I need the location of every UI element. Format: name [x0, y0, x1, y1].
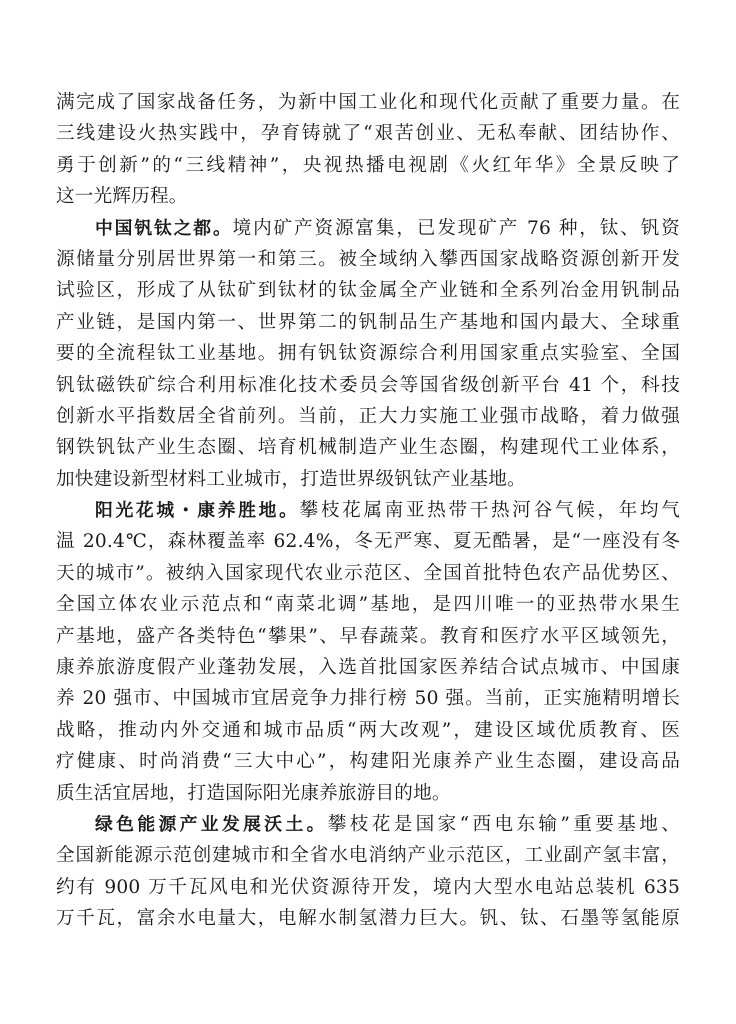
text-line-body: 攀枝花是国家“西电东输”重要基地、 [327, 813, 680, 835]
text-line [56, 809, 680, 840]
text-line: 这一光辉历程。 [56, 186, 188, 208]
text-line: 试验区，形成了从钛矿到钛材的钛金属全产业链和全系列冶金用钒制品 [56, 280, 680, 302]
paragraph-vanadium-titanium-capital [56, 213, 680, 496]
text-line [56, 213, 680, 244]
text-line-body: 攀枝花属南亚热带干热河谷气候，年均气 [299, 500, 680, 522]
paragraph-three-line-spirit [56, 87, 680, 213]
text-line: 康养旅游度假产业蓬勃发展，入选首批国家医养结合试点城市、中国康 [56, 657, 680, 679]
text-line: 质生活宜居地，打造国际阳光康养旅游目的地。 [56, 782, 451, 804]
paragraph-green-energy [56, 809, 680, 935]
text-line: 三线建设火热实践中，孕育铸就了“艰苦创业、无私奉献、团结协作、 [56, 123, 680, 145]
text-line: 温 20.4℃，森林覆盖率 62.4%，冬无严寒、夏无酷暑，是“一座没有冬 [56, 531, 680, 553]
text-line: 战略，推动内外交通和城市品质“两大改观”，建设区域优质教育、医 [56, 719, 680, 741]
text-line: 疗健康、时尚消费“三大中心”，构建阳光康养产业生态圈，建设高品 [56, 751, 680, 773]
section-heading: 阳光花城・康养胜地。 [95, 500, 300, 522]
section-heading: 中国钒钛之都。 [95, 217, 233, 239]
text-line: 源储量分别居世界第一和第三。被全域纳入攀西国家战略资源创新开发 [56, 248, 680, 270]
text-line: 全国立体农业示范点和“南菜北调”基地，是四川唯一的亚热带水果生 [56, 594, 680, 616]
document-page [56, 87, 680, 935]
text-line: 加快建设新型材料工业城市，打造世界级钒钛产业基地。 [56, 468, 526, 490]
text-line: 全国新能源示范创建城市和全省水电消纳产业示范区，工业副产氢丰富， [56, 845, 680, 867]
text-line: 勇于创新”的“三线精神”，央视热播电视剧《火红年华》全景反映了 [56, 154, 680, 176]
text-line: 养 20 强市、中国城市宜居竞争力排行榜 50 强。当前，正实施精明增长 [56, 688, 680, 710]
text-line: 创新水平指数居全省前列。当前，正大力实施工业强市战略，着力做强 [56, 405, 680, 427]
text-line: 约有 900 万千瓦风电和光伏资源待开发，境内大型水电站总装机 635 [56, 876, 680, 898]
text-line: 要的全流程钛工业基地。拥有钒钛资源综合利用国家重点实验室、全国 [56, 343, 680, 365]
text-line: 满完成了国家战备任务，为新中国工业化和现代化贡献了重要力量。在 [56, 92, 680, 113]
text-line [56, 495, 680, 526]
text-line: 产基地，盛产各类特色“攀果”、早春蔬菜。教育和医疗水平区域领先， [56, 625, 680, 647]
text-line: 产业链，是国内第一、世界第二的钒制品生产基地和国内最大、全球重 [56, 311, 680, 333]
text-line-body: 境内矿产资源富集，已发现矿产 76 种，钛、钒资 [232, 217, 680, 239]
paragraph-sunshine-flower-city [56, 495, 680, 809]
text-line: 钒钛磁铁矿综合利用标准化技术委员会等国省级创新平台 41 个，科技 [56, 374, 680, 396]
text-line: 天的城市”。被纳入国家现代农业示范区、全国首批特色农产品优势区、 [56, 562, 680, 584]
text-line: 万千瓦，富余水电量大，电解水制氢潜力巨大。钒、钛、石墨等氢能原 [56, 908, 680, 930]
text-line: 钢铁钒钛产业生态圈、培育机械制造产业生态圈，构建现代工业体系， [56, 437, 680, 459]
section-heading: 绿色能源产业发展沃土。 [95, 813, 328, 835]
